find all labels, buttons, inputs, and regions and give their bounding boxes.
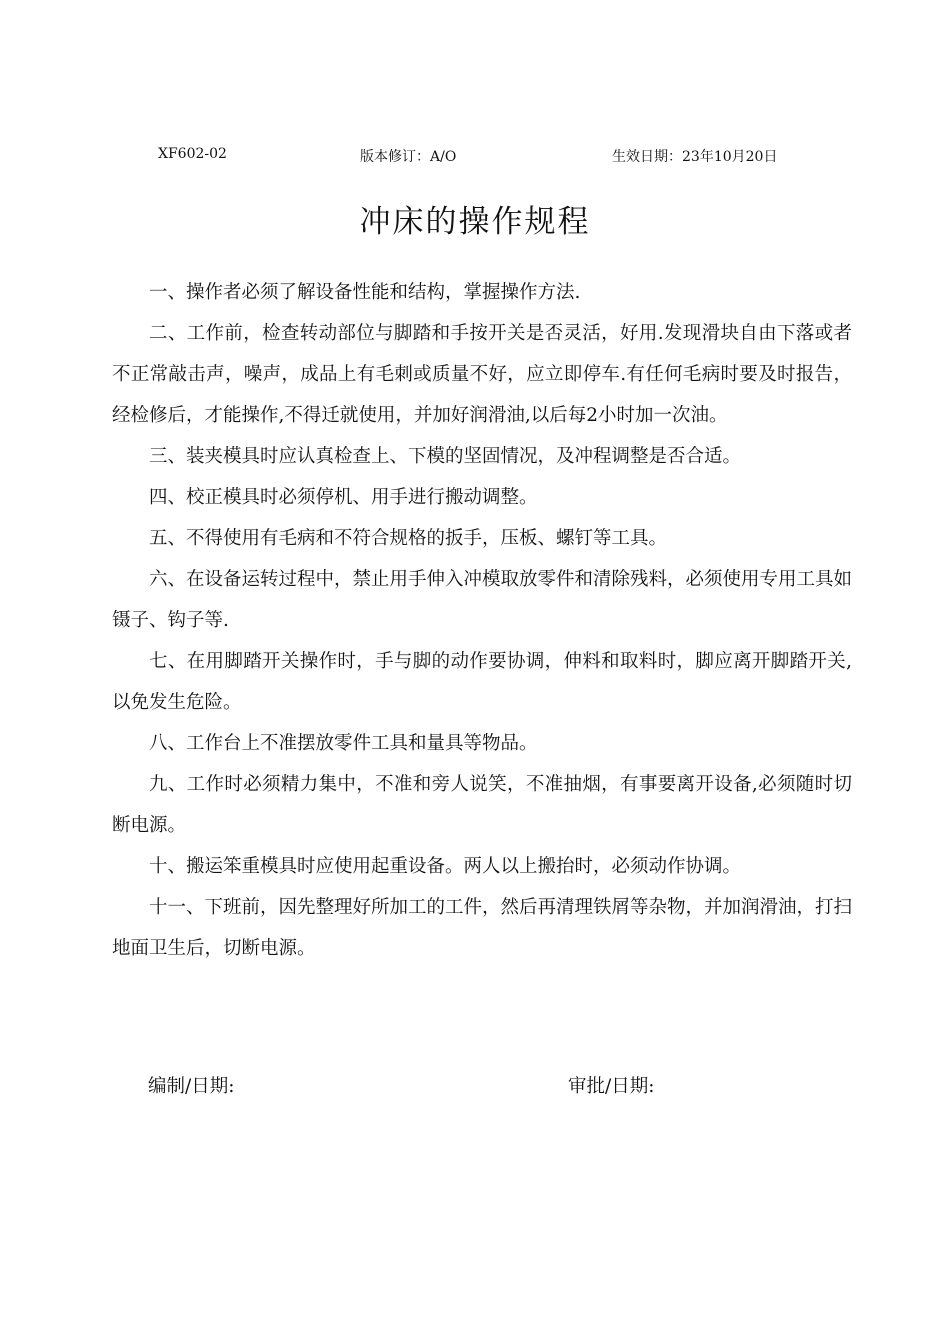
rule-item-11: 十一、下班前，因先整理好所加工的工件，然后再清理铁屑等杂物，并加润滑油，打扫地面卫生后，切断电源。 [112, 897, 853, 959]
rule-item-1: 一、操作者必须了解设备性能和结构，掌握操作方法. [149, 282, 581, 303]
document-code: XF602-02 [158, 146, 227, 162]
rule-item-3: 三、装夹模具时应认真检查上、下模的坚固情况，及冲程调整是否合适。 [149, 446, 742, 467]
document-header [0, 146, 950, 168]
rule-item-7: 七、在用脚踏开关操作时，手与脚的动作要协调，伸料和取料时，脚应离开脚踏开关,以免发生危险。 [112, 651, 852, 713]
compiled-by-date-label: 编制/日期: [148, 1076, 235, 1097]
rules-list [112, 272, 852, 969]
rule-item-2: 二、工作前，检查转动部位与脚踏和手按开关是否灵活，好用.发现滑块自由下落或者不正常敲击声，噪声，成品上有毛刺或质量不好，应立即停车.有任何毛病时要及时报告，经检修后，才能操作,不得迁就使用，并加好润滑油,以后每2小时加一次油。 [112, 323, 852, 426]
rule-item-8: 八、工作台上不准摆放零件工具和量具等物品。 [149, 733, 538, 754]
rule-item-10: 十、搬运笨重模具时应使用起重设备。两人以上搬抬时，必须动作协调。 [149, 856, 742, 877]
rule-item-6: 六、在设备运转过程中，禁止用手伸入冲模取放零件和清除残料，必须使用专用工具如镊子、钩子等. [112, 569, 853, 631]
document-version: 版本修订：A/O [360, 149, 457, 165]
effective-date: 生效日期：23年10月20日 [612, 149, 778, 165]
rule-item-4: 四、校正模具时必须停机、用手进行搬动调整。 [149, 487, 538, 508]
rule-item-9: 九、工作时必须精力集中，不准和旁人说笑，不准抽烟，有事要离开设备,必须随时切断电源。 [112, 774, 852, 836]
page-title: 冲床的操作规程 [359, 204, 591, 240]
approved-by-date-label: 审批/日期: [568, 1076, 655, 1097]
rule-item-5: 五、不得使用有毛病和不符合规格的扳手，压板、螺钉等工具。 [149, 528, 668, 549]
